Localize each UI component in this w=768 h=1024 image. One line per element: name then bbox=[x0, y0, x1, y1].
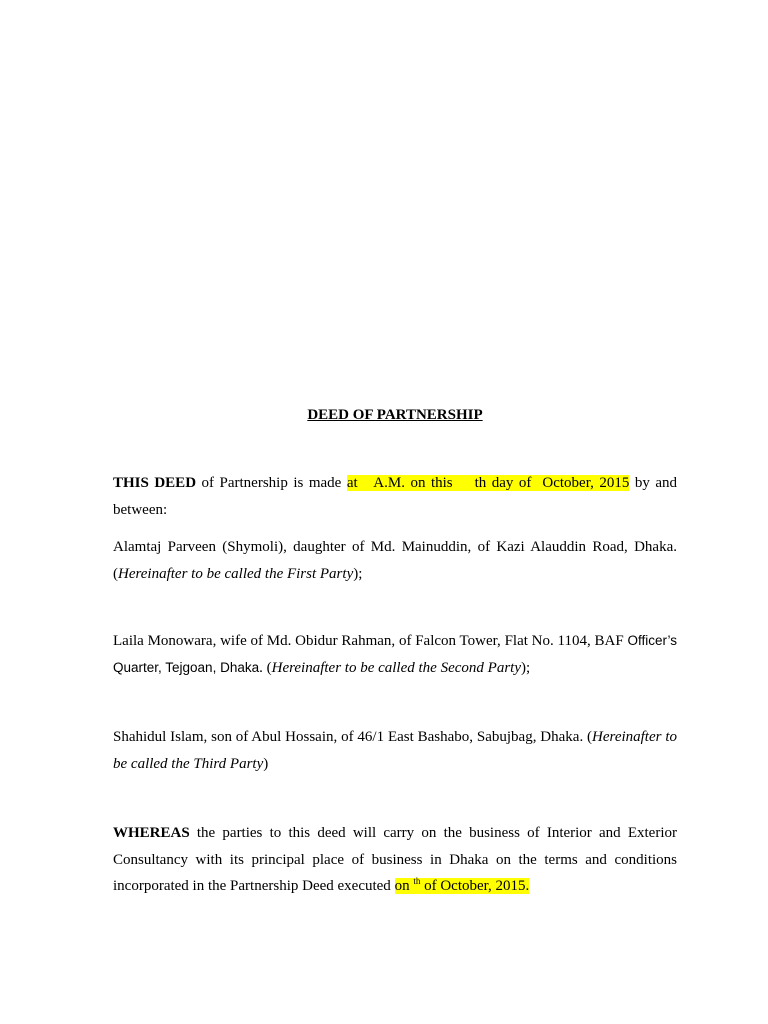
second-party-text-mid: . ( bbox=[259, 659, 272, 676]
third-party-text: Shahidul Islam, son of Abul Hossain, of 46/1 East Bashabo, Sabujbag, Dhaka. ( bbox=[113, 729, 593, 745]
intro-paragraph bbox=[113, 470, 677, 523]
second-party-end: ); bbox=[520, 659, 531, 676]
intro-text-end: by and between: bbox=[113, 475, 677, 518]
whereas-text: the parties to this deed will carry on the business of Interior and Exterior Consultancy with its principal place of business in Dhaka on the terms and conditions incorporated in the Partnership Deed executed bbox=[113, 825, 677, 894]
first-party-end: ); bbox=[353, 565, 363, 582]
third-party-italic: Hereinafter to be called the Third Party bbox=[113, 729, 677, 772]
first-party-text: Alamtaj Parveen (Shymoli), daughter of Md. Mainuddin, of Kazi Alauddin Road, Dhaka. ( bbox=[113, 539, 677, 582]
intro-text: of Partnership is made bbox=[196, 475, 347, 491]
document-title: DEED OF PARTNERSHIP bbox=[307, 407, 483, 423]
whereas-paragraph bbox=[113, 820, 677, 900]
whereas-date-rest: of October, 2015. bbox=[420, 878, 530, 894]
intro-date-highlight: at A.M. on this th day of October, 2015 bbox=[346, 475, 630, 491]
whereas-date-sup: th bbox=[413, 876, 421, 886]
whereas-lead: WHEREAS bbox=[113, 825, 190, 841]
whereas-date-highlight bbox=[395, 878, 530, 894]
second-party-italic: Hereinafter to be called the Second Party bbox=[271, 659, 521, 676]
first-party-italic: Hereinafter to be called the First Party bbox=[118, 565, 354, 582]
whereas-date-on: on bbox=[394, 878, 414, 894]
first-party-paragraph bbox=[113, 534, 677, 587]
third-party-paragraph bbox=[113, 724, 677, 777]
second-party-address: Officer’s Quarter, Tejgoan, Dhaka bbox=[113, 633, 677, 675]
second-party-text: Laila Monowara, wife of Md. Obidur Rahman, of Falcon Tower, Flat No. 1104, BAF bbox=[113, 633, 628, 649]
third-party-end: ) bbox=[263, 755, 269, 772]
intro-lead: THIS DEED bbox=[113, 475, 197, 491]
second-party-paragraph bbox=[113, 628, 677, 681]
